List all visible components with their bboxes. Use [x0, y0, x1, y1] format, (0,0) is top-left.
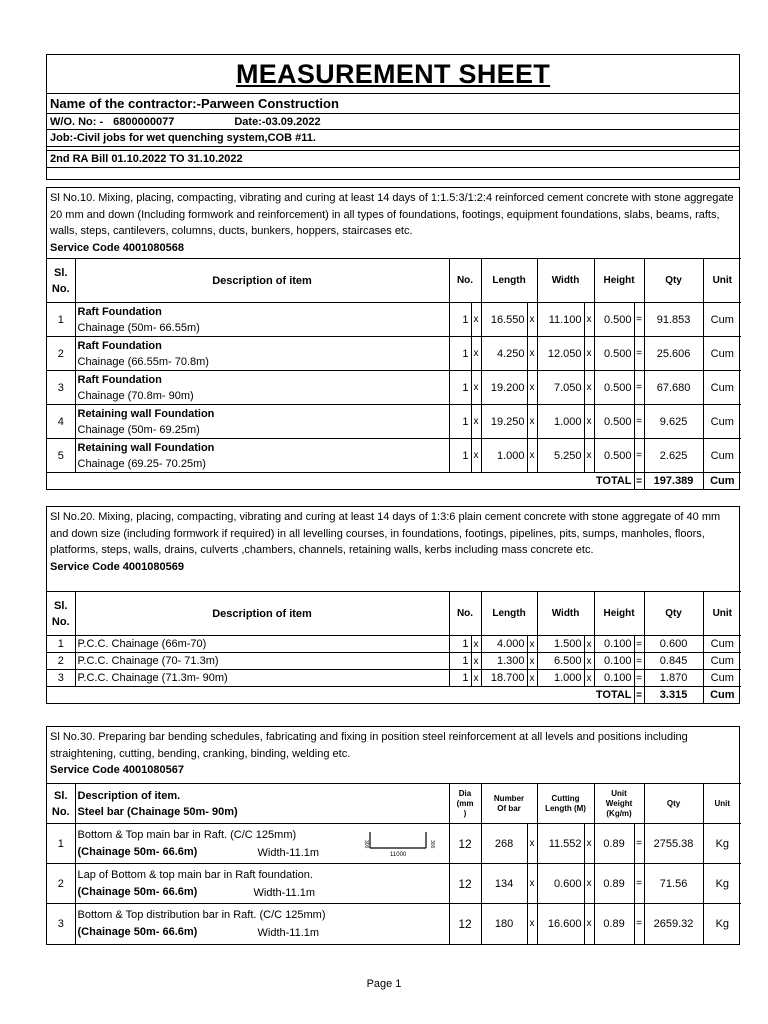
row-title: Retaining wall Foundation	[77, 407, 215, 420]
times-sign: x	[527, 824, 537, 864]
wo-number: 6800000077	[113, 116, 175, 128]
row-sl: 3	[47, 371, 75, 405]
item-description: Sl No.20. Mixing, placing, compacting, vibrating and curing at least 14 days of 1:3:6 plain cement concrete with stone aggregate of 40 mm and down size (including formwork if required) in all levelling courses, in foundations, footings, pipelines, pits, sumps, manholes, floors, platforms, steps, walls, drains, culverts ,chambers, channels, retaining walls, kerbs including mass concrete etc.	[50, 511, 721, 556]
col-sl: Sl. No.	[47, 784, 75, 824]
row-height: 0.500	[594, 405, 634, 439]
times-sign: x	[471, 670, 481, 687]
row-width: 11.100	[537, 303, 584, 337]
row-sl: 2	[47, 653, 75, 670]
col-qty: Qty	[644, 592, 703, 636]
section-description	[47, 727, 739, 783]
row-width: 6.500	[537, 653, 584, 670]
col-unit: Unit	[703, 592, 741, 636]
row-chainage: Chainage (50m- 69.25m)	[77, 423, 200, 436]
row-cutting: 16.600	[537, 904, 584, 944]
row-no: 1	[449, 337, 471, 371]
service-code: Service Code 4001080569	[50, 560, 184, 573]
sheet-header	[46, 54, 740, 180]
col-desc: Description of item	[75, 259, 449, 303]
eq-sign: =	[634, 670, 644, 687]
row-no: 1	[449, 303, 471, 337]
row-desc	[75, 864, 449, 904]
row-width: 1.000	[537, 405, 584, 439]
job-row: Job:-Civil jobs for wet quenching system,COB #11.	[46, 130, 740, 147]
row-width: 1.000	[537, 670, 584, 687]
row-qty: 2755.38	[644, 824, 703, 864]
row-width: Width-11.1m	[257, 927, 320, 939]
row-unit: Cum	[703, 439, 741, 473]
times-sign: x	[584, 405, 594, 439]
row-chainage: Chainage (70.8m- 90m)	[77, 389, 194, 402]
row-width: 1.500	[537, 636, 584, 653]
eq-sign: =	[634, 904, 644, 944]
row-qty: 0.600	[644, 636, 703, 653]
row-desc: P.C.C. Chainage (70- 71.3m)	[75, 653, 449, 670]
row-number: 180	[481, 904, 527, 944]
row-height: 0.100	[594, 653, 634, 670]
eq-sign: =	[634, 864, 644, 904]
row-sl: 3	[47, 904, 75, 944]
row-qty: 25.606	[644, 337, 703, 371]
col-height: Height	[594, 259, 644, 303]
row-title: Retaining wall Foundation	[77, 441, 215, 454]
total-label: TOTAL	[47, 687, 634, 704]
contractor-name: Name of the contractor:-Parween Construction	[46, 94, 740, 114]
row-weight: 0.89	[594, 904, 634, 944]
row-height: 0.100	[594, 670, 634, 687]
row-cutting: 0.600	[537, 864, 584, 904]
service-code: Service Code 4001080567	[50, 764, 184, 776]
row-sl: 4	[47, 405, 75, 439]
table-header	[47, 592, 741, 636]
col-desc	[75, 784, 449, 824]
row-desc	[75, 337, 449, 371]
row-length: 18.700	[481, 670, 527, 687]
measurement-table	[47, 258, 741, 489]
row-dia: 12	[449, 824, 481, 864]
col-no: No.	[449, 592, 481, 636]
row-sl: 1	[47, 303, 75, 337]
row-qty: 2659.32	[644, 904, 703, 944]
row-line1: Bottom & Top main bar in Raft. (C/C 125mm)	[77, 828, 297, 841]
times-sign: x	[584, 337, 594, 371]
table-row	[47, 824, 741, 864]
col-sl: Sl. No.	[47, 259, 75, 303]
table-row	[47, 371, 741, 405]
row-height: 0.500	[594, 303, 634, 337]
table-row	[47, 337, 741, 371]
divider	[46, 168, 740, 180]
total-row	[47, 687, 741, 704]
col-unit: Unit	[703, 259, 741, 303]
row-desc	[75, 405, 449, 439]
table-row	[47, 904, 741, 944]
total-unit: Cum	[703, 473, 741, 490]
row-sl: 1	[47, 824, 75, 864]
row-width: 5.250	[537, 439, 584, 473]
times-sign: x	[584, 636, 594, 653]
col-height: Height	[594, 592, 644, 636]
row-no: 1	[449, 670, 471, 687]
row-no: 1	[449, 636, 471, 653]
steel-table	[47, 783, 741, 944]
times-sign: x	[527, 439, 537, 473]
row-no: 1	[449, 371, 471, 405]
eq-sign: =	[634, 687, 644, 704]
table-row	[47, 439, 741, 473]
times-sign: x	[471, 303, 481, 337]
row-qty: 1.870	[644, 670, 703, 687]
row-length: 16.550	[481, 303, 527, 337]
row-unit: Cum	[703, 405, 741, 439]
table-row	[47, 636, 741, 653]
times-sign: x	[584, 439, 594, 473]
times-sign: x	[584, 670, 594, 687]
col-sl: Sl. No.	[47, 592, 75, 636]
section-sl30	[46, 726, 740, 945]
table-row	[47, 653, 741, 670]
measurement-table	[47, 591, 741, 703]
row-number: 268	[481, 824, 527, 864]
row-sl: 1	[47, 636, 75, 653]
row-sl: 2	[47, 864, 75, 904]
row-length: 1.000	[481, 439, 527, 473]
row-qty: 91.853	[644, 303, 703, 337]
row-height: 0.100	[594, 636, 634, 653]
col-width: Width	[537, 259, 594, 303]
wo-row	[46, 114, 740, 130]
row-desc	[75, 904, 449, 944]
col-desc-title: Description of item.	[77, 789, 181, 802]
row-unit: Cum	[703, 371, 741, 405]
table-header	[47, 259, 741, 303]
row-weight: 0.89	[594, 824, 634, 864]
col-cutting: Cutting Length (M)	[537, 784, 594, 824]
times-sign: x	[471, 337, 481, 371]
table-header	[47, 784, 741, 824]
row-desc	[75, 303, 449, 337]
row-qty: 67.680	[644, 371, 703, 405]
col-dia: Dia (mm )	[449, 784, 481, 824]
service-code: Service Code 4001080568	[50, 241, 184, 254]
times-sign: x	[527, 405, 537, 439]
row-qty: 0.845	[644, 653, 703, 670]
shape-right-label: 300	[428, 840, 435, 849]
col-width: Width	[537, 592, 594, 636]
times-sign: x	[471, 405, 481, 439]
total-unit: Cum	[703, 687, 741, 704]
col-weight: Unit Weight (Kg/m)	[594, 784, 644, 824]
row-length: 1.300	[481, 653, 527, 670]
shape-bottom-label: 11000	[389, 852, 406, 858]
eq-sign: =	[634, 824, 644, 864]
row-chainage: (Chainage 50m- 66.6m)	[77, 925, 198, 938]
times-sign: x	[527, 904, 537, 944]
row-dia: 12	[449, 864, 481, 904]
row-line1: Bottom & Top distribution bar in Raft. (C/C 125mm)	[77, 908, 326, 921]
row-length: 19.200	[481, 371, 527, 405]
bill-row: 2nd RA Bill 01.10.2022 TO 31.10.2022	[46, 151, 740, 168]
item-description: Sl No.10. Mixing, placing, compacting, vibrating and curing at least 14 days of 1:1.5:3/1:2:4 reinforced cement concrete with stone aggregate 20 mm and down (Including formwork and reinforcement) in all types of foundations, footings, equipment foundations, slabs, beams, rafts, walls, steps, cantilevers, columns, ducts, bunkers, hoppers, staircases etc.	[50, 192, 734, 237]
row-unit: Cum	[703, 653, 741, 670]
eq-sign: =	[634, 405, 644, 439]
times-sign: x	[527, 371, 537, 405]
row-chainage: Chainage (50m- 66.55m)	[77, 321, 200, 334]
times-sign: x	[527, 636, 537, 653]
section-sl10	[46, 187, 740, 490]
bar-shape-diagram	[362, 830, 442, 858]
col-length: Length	[481, 259, 537, 303]
row-unit: Kg	[703, 904, 741, 944]
total-label: TOTAL	[47, 473, 634, 490]
times-sign: x	[527, 653, 537, 670]
row-desc	[75, 439, 449, 473]
table-row	[47, 670, 741, 687]
col-qty: Qty	[644, 259, 703, 303]
row-desc: P.C.C. Chainage (66m-70)	[75, 636, 449, 653]
col-no: No.	[449, 259, 481, 303]
page-title: MEASUREMENT SHEET	[235, 58, 551, 89]
total-value: 3.315	[644, 687, 703, 704]
table-row	[47, 405, 741, 439]
row-unit: Kg	[703, 864, 741, 904]
row-dia: 12	[449, 904, 481, 944]
eq-sign: =	[634, 636, 644, 653]
row-desc	[75, 824, 449, 864]
row-line1: Lap of Bottom & top main bar in Raft foundation.	[77, 868, 313, 881]
wo-date: Date:-03.09.2022	[234, 116, 321, 128]
times-sign: x	[584, 371, 594, 405]
eq-sign: =	[634, 303, 644, 337]
times-sign: x	[584, 303, 594, 337]
row-qty: 2.625	[644, 439, 703, 473]
row-weight: 0.89	[594, 864, 634, 904]
row-cutting: 11.552	[537, 824, 584, 864]
eq-sign: =	[634, 653, 644, 670]
times-sign: x	[584, 653, 594, 670]
row-no: 1	[449, 653, 471, 670]
eq-sign: =	[634, 439, 644, 473]
eq-sign: =	[634, 337, 644, 371]
row-height: 0.500	[594, 337, 634, 371]
row-sl: 3	[47, 670, 75, 687]
row-unit: Cum	[703, 337, 741, 371]
row-unit: Cum	[703, 303, 741, 337]
row-width: Width-11.1m	[257, 847, 320, 859]
row-chainage: (Chainage 50m- 66.6m)	[77, 845, 198, 858]
row-title: Raft Foundation	[77, 305, 162, 318]
times-sign: x	[527, 303, 537, 337]
row-length: 4.250	[481, 337, 527, 371]
times-sign: x	[584, 824, 594, 864]
row-unit: Cum	[703, 636, 741, 653]
section-description	[47, 507, 739, 591]
row-width: Width-11.1m	[253, 887, 316, 899]
row-height: 0.500	[594, 439, 634, 473]
row-length: 4.000	[481, 636, 527, 653]
times-sign: x	[471, 371, 481, 405]
col-desc: Description of item	[75, 592, 449, 636]
row-number: 134	[481, 864, 527, 904]
times-sign: x	[471, 653, 481, 670]
times-sign: x	[527, 670, 537, 687]
times-sign: x	[584, 864, 594, 904]
page-number: Page 1	[366, 978, 402, 990]
times-sign: x	[584, 904, 594, 944]
table-row	[47, 864, 741, 904]
times-sign: x	[471, 439, 481, 473]
row-unit: Kg	[703, 824, 741, 864]
row-sl: 2	[47, 337, 75, 371]
times-sign: x	[527, 864, 537, 904]
section-description	[47, 188, 739, 258]
col-desc-sub: Steel bar (Chainage 50m- 90m)	[77, 805, 238, 818]
eq-sign: =	[634, 371, 644, 405]
item-description: Sl No.30. Preparing bar bending schedules, fabricating and fixing in position steel reinforcement at all levels and positions including straightening, cutting, bending, cranking, binding, welding etc.	[50, 731, 688, 760]
row-unit: Cum	[703, 670, 741, 687]
eq-sign: =	[634, 473, 644, 490]
row-width: 7.050	[537, 371, 584, 405]
row-height: 0.500	[594, 371, 634, 405]
section-sl20	[46, 506, 740, 704]
row-chainage: Chainage (66.55m- 70.8m)	[77, 355, 209, 368]
row-title: Raft Foundation	[77, 373, 162, 386]
row-title: Raft Foundation	[77, 339, 162, 352]
wo-label: W/O. No: -	[50, 116, 104, 128]
row-chainage: Chainage (69.25- 70.25m)	[77, 457, 206, 470]
table-row	[47, 303, 741, 337]
row-width: 12.050	[537, 337, 584, 371]
times-sign: x	[471, 636, 481, 653]
row-desc	[75, 371, 449, 405]
title-bar	[46, 54, 740, 94]
row-desc: P.C.C. Chainage (71.3m- 90m)	[75, 670, 449, 687]
row-chainage: (Chainage 50m- 66.6m)	[77, 885, 198, 898]
row-qty: 9.625	[644, 405, 703, 439]
col-unit: Unit	[703, 784, 741, 824]
col-length: Length	[481, 592, 537, 636]
times-sign: x	[527, 337, 537, 371]
total-value: 197.389	[644, 473, 703, 490]
col-number: Number Of bar	[481, 784, 537, 824]
shape-left-label: 300	[362, 840, 369, 849]
row-qty: 71.56	[644, 864, 703, 904]
total-row	[47, 473, 741, 490]
row-no: 1	[449, 439, 471, 473]
row-length: 19.250	[481, 405, 527, 439]
row-no: 1	[449, 405, 471, 439]
row-sl: 5	[47, 439, 75, 473]
col-qty: Qty	[644, 784, 703, 824]
